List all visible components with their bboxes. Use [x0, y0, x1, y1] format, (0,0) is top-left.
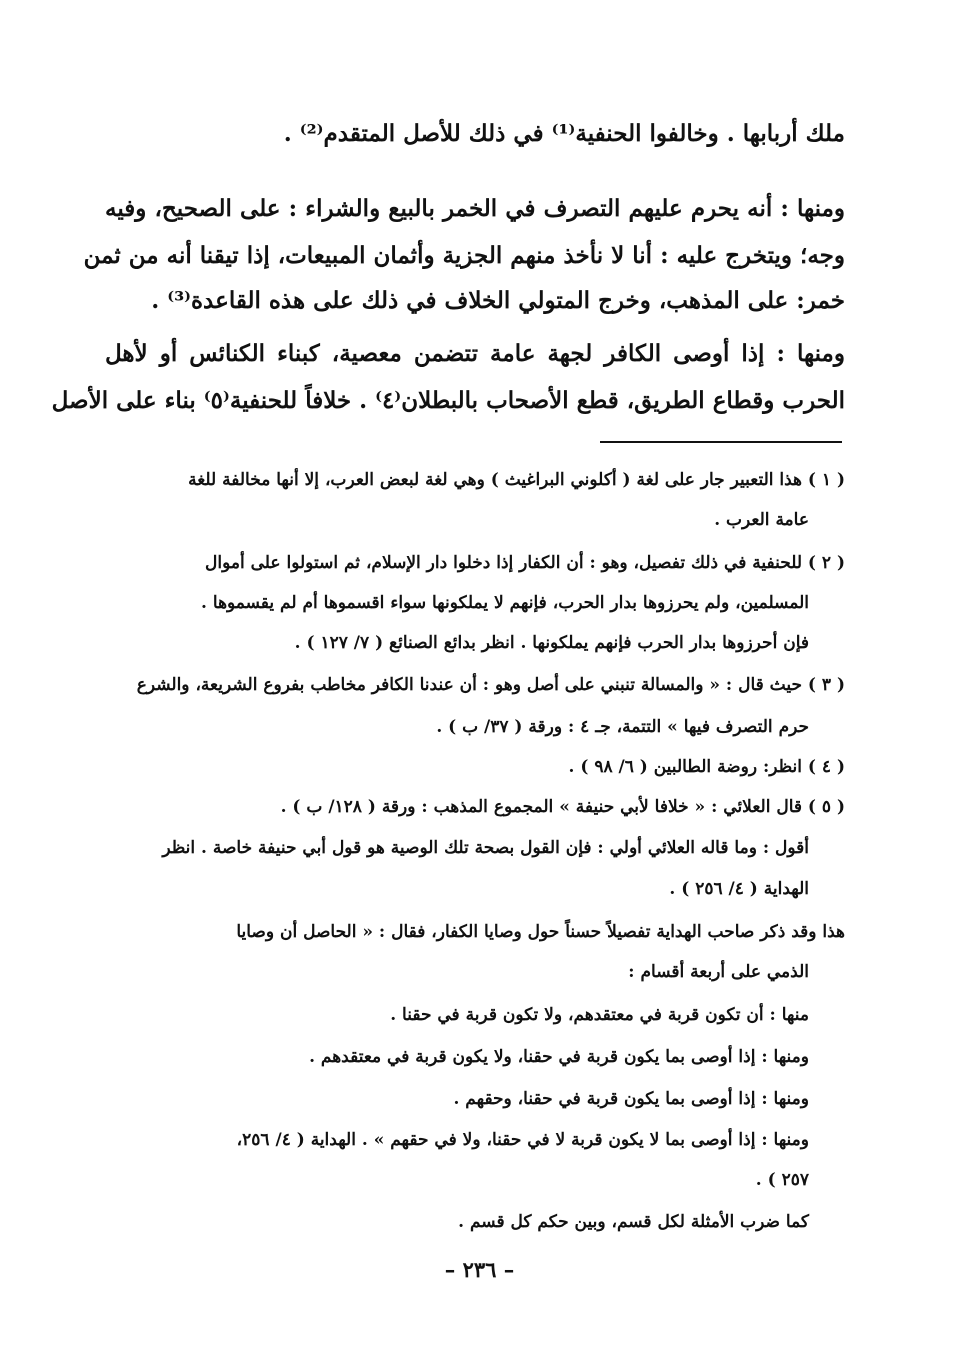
- main-line: ومنها : أنه يحرم عليهم التصرف في الخمر بالبيع والشراء : على الصحيح، وفيه: [105, 195, 845, 222]
- page-number: – ٢٣٦ –: [444, 1257, 515, 1282]
- footnote-5-line: ومنها : إذا أوصى بما لا يكون قربة لا في حقنا، ولا في حقهم » . الهداية ( ٤/ ٢٥٦،: [236, 1130, 809, 1150]
- footnote-5-line: هذا وقد ذكر صاحب الهداية تفصيلاً حسناً حول وصايا الكفار، فقال : « الحاصل أن وصايا: [236, 922, 845, 942]
- footnote-5-line: أقول : وما قاله العلائي أولي : فإن القول بصحة تلك الوصية هو قول أبي حنيفة خاصة . انظر: [162, 838, 809, 858]
- footnote-5-line: الذمي على أربعة أقسام :: [628, 962, 809, 982]
- footnote-1-line: ( ١ ) هذا التعبير جار على لغة ( أكلوني البراغيث ) وهي لغة لبعض العرب، إلا أنها مخالفة للغة: [188, 470, 845, 490]
- footnote-5-line: كما ضرب الأمثلة لكل قسم، وبين حكم كل قسم .: [458, 1212, 809, 1232]
- footnote-5-line: ومنها : إذا أوصى بما يكون قربة في حقنا، ولا يكون قربة في معتقدهم .: [309, 1047, 809, 1067]
- main-line: الحرب وقطاع الطريق، قطع الأصحاب بالبطلان⁽٤⁾ . خلافاً للحنفية⁽٥⁾ بناء على الأصل: [51, 387, 845, 414]
- main-line: وجه؛ ويتخرج عليه : أنا لا نأخذ منهم الجزية وأثمان المبيعات، إذا تيقنا أنه من ثمن: [83, 242, 845, 269]
- main-line: خمر: على المذهب، وخرج المتولي الخلاف في ذلك على هذه القاعدة⁽³⁾ .: [151, 287, 845, 314]
- footnote-1-line: عامة العرب .: [714, 510, 809, 530]
- footnote-2-line: ( ٢ ) للحنفية في ذلك تفصيل، وهو : أن الكفار إذا دخلوا دار الإسلام، ثم استولوا على أموال: [205, 553, 845, 573]
- footnote-5-line: الهداية ( ٤/ ٢٥٦ ) .: [669, 879, 809, 899]
- footnote-3-line: ( ٣ ) حيث قال : « والمسالة تنبني على أصل وهو : أن عندنا الكافر مخاطب بفروع الشريعة، والشرع: [136, 675, 845, 695]
- footnote-5-line: ومنها : إذا أوصى بما يكون قربة في حقنا، وحقهم .: [453, 1089, 809, 1109]
- main-line: ومنها : إذا أوصى الكافر لجهة عامة تتضمن معصية، كبناء الكنائس أو لأهل: [105, 340, 845, 367]
- footnote-5-line: ٢٥٧ ) .: [755, 1170, 809, 1190]
- footnote-2-line: المسلمين، ولم يحرزوها بدار الحرب، فإنهم لا يملكونها سواء اقسموها أم لم يقسموها .: [201, 593, 809, 613]
- footnote-3-line: حرم التصرف فيها » التتمة، جـ ٤ : ورقة ( ٣٧/ ب ) .: [436, 717, 809, 737]
- main-line: ملك أربابها . وخالفوا الحنفية⁽¹⁾ في ذلك للأصل المتقدم⁽²⁾ .: [283, 120, 845, 147]
- footnote-5-line: منها : أن تكون قربة في معتقدهم، ولا تكون قربة في حقنا .: [390, 1005, 809, 1025]
- footnote-separator: [600, 441, 842, 443]
- footnote-2-line: فإن أحرزوها بدار الحرب فإنهم يملكونها . انظر بدائع الصنائع ( ٧/ ١٢٧ ) .: [294, 633, 809, 653]
- footnote-5-line: ( ٥ ) قال العلائي : « خلافا لأبي حنيفة » المجموع المذهب : ورقة ( ١٢٨/ ب ) .: [280, 797, 845, 817]
- footnote-4-line: ( ٤ ) انظر: روضة الطالبين ( ٦/ ٩٨ ) .: [568, 757, 845, 777]
